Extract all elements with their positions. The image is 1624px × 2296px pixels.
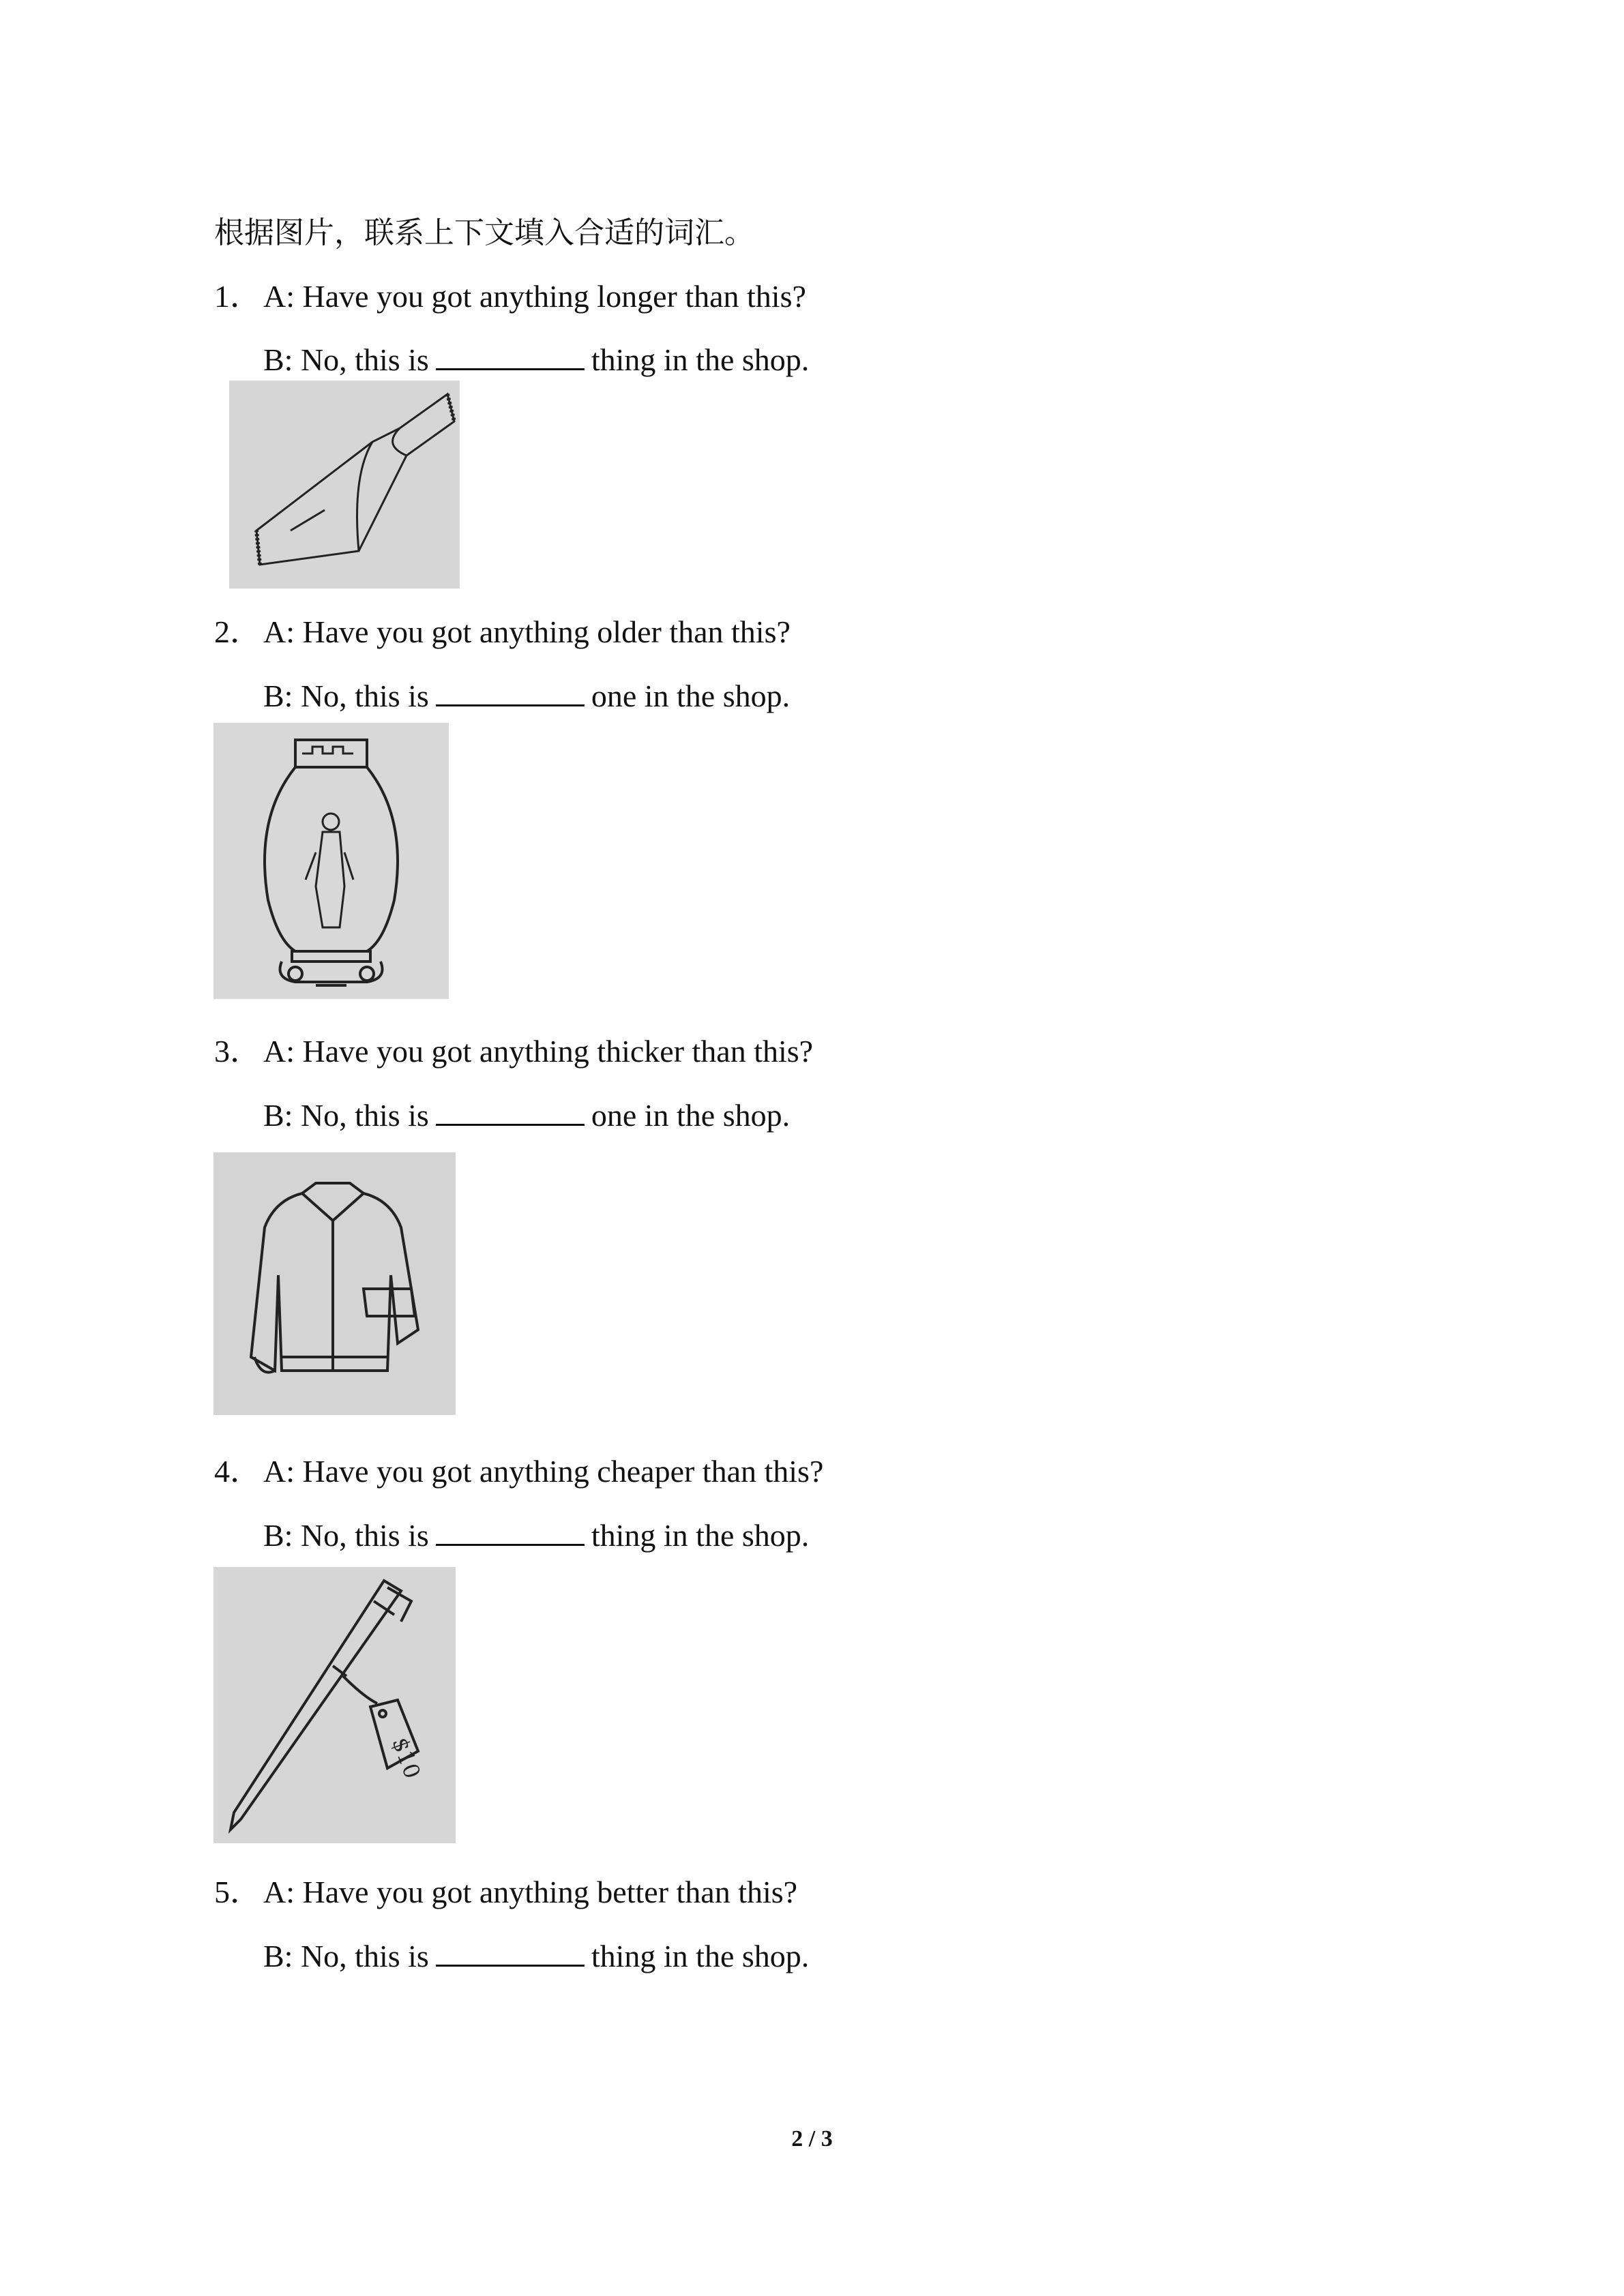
page-number: 2 / 3	[791, 2126, 833, 2151]
question-number: 5．	[214, 1875, 261, 1909]
answer-blank[interactable]	[436, 1519, 585, 1546]
answer-blank[interactable]	[436, 680, 585, 706]
question-3-b	[263, 1099, 790, 1131]
pen-price-tag-icon	[213, 1567, 456, 1843]
question-4-b	[263, 1519, 809, 1551]
instruction: 根据图片，联系上下文填入合适的词汇。	[214, 215, 754, 250]
answer-prefix: B: No, this is	[263, 342, 429, 377]
answer-suffix: thing in the shop.	[591, 1518, 810, 1553]
answer-suffix: thing in the shop.	[591, 342, 810, 377]
svg-text:$10: $10	[387, 1733, 426, 1783]
answer-prefix: B: No, this is	[263, 1518, 429, 1553]
question-number: 1．	[214, 279, 261, 314]
answer-suffix: one in the shop.	[591, 1098, 791, 1133]
question-number: 3．	[214, 1034, 261, 1069]
answer-suffix: thing in the shop.	[591, 1939, 810, 1973]
answer-prefix: B: No, this is	[263, 1098, 429, 1133]
answer-blank[interactable]	[436, 1940, 585, 1967]
answer-prefix: B: No, this is	[263, 679, 429, 713]
question-1-a	[214, 281, 806, 312]
question-5-b	[263, 1940, 809, 1972]
question-3-a	[214, 1036, 813, 1067]
answer-blank[interactable]	[436, 344, 585, 370]
question-text: A: Have you got anything cheaper than this?	[263, 1454, 824, 1489]
scarf-icon	[229, 381, 460, 588]
vase-icon	[213, 723, 449, 999]
answer-suffix: one in the shop.	[591, 679, 791, 713]
question-text: A: Have you got anything older than this?	[263, 614, 791, 649]
question-text: A: Have you got anything longer than this?	[263, 279, 806, 314]
question-text: A: Have you got anything better than this?	[263, 1875, 798, 1909]
question-number: 2．	[214, 614, 261, 649]
question-4-a	[214, 1456, 823, 1487]
question-number: 4．	[214, 1454, 261, 1489]
question-2-b	[263, 680, 790, 712]
question-text: A: Have you got anything thicker than this?	[263, 1034, 814, 1069]
question-5-a	[214, 1877, 797, 1908]
jacket-icon	[213, 1152, 456, 1415]
answer-prefix: B: No, this is	[263, 1939, 429, 1973]
answer-blank[interactable]	[436, 1099, 585, 1126]
question-2-a	[214, 616, 791, 648]
question-1-b	[263, 344, 809, 376]
